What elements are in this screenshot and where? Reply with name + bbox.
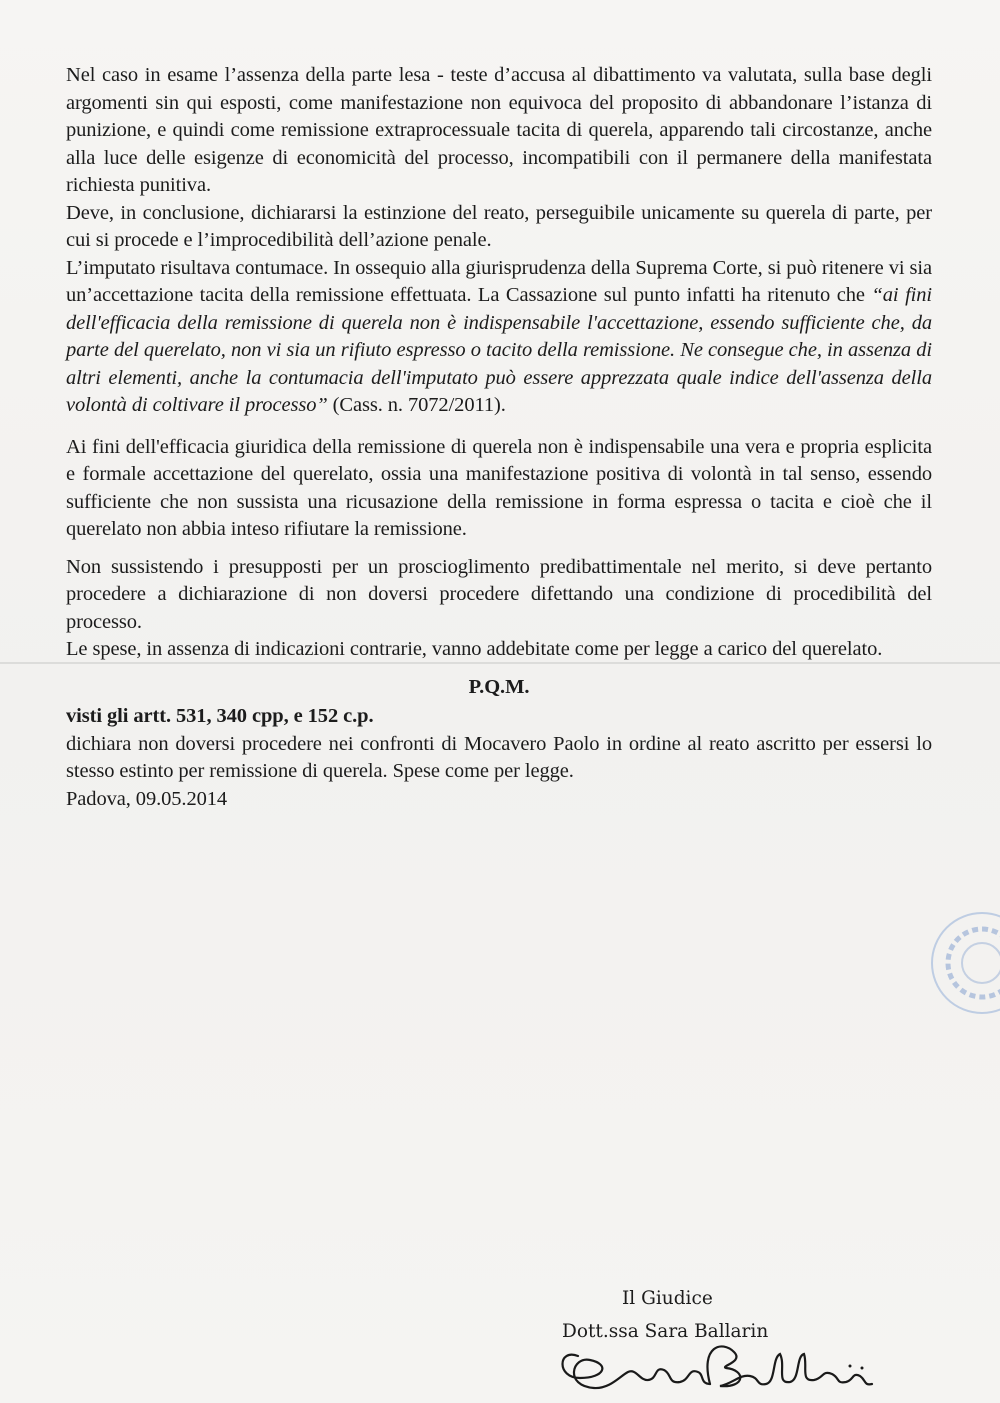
paragraph-proscioglimento: Non sussistendo i presupposti per un proscioglimento predibattimentale nel merito, si deve pertanto procedere a dichiarazione di non doversi procedere difettando una condizione di procedibilità del processo. (66, 555, 932, 633)
cassazione-citation: (Cass. n. 7072/2011). (327, 394, 506, 416)
dispositivo: dichiara non doversi procedere nei confronti di Mocavero Paolo in ordine al reato ascritto per essersi lo stesso estinto per remissione di querela. Spese come per legge. (66, 732, 932, 782)
cassazione-quote: “ai fini dell'efficacia della remissione di querela non è indispensabile l'accettazione, essendo sufficiente che, da parte del querelato, non vi sia un rifiuto espresso o tacito della remissione. Ne consegue che, in assenza di altri elementi, anche la contumacia dell'imputato può essere apprezzata quale indice dell'assenza della volontà di coltivare il processo” (66, 284, 933, 416)
paragraph-efficacia-giuridica: Ai fini dell'efficacia giuridica della remissione di querela non è indispensabile una vera e propria esplicita e formale accettazione del querelato, ossia una manifestazione positiva di volontà in tal senso, essendo sufficiente che non sussista una ricusazione della remissione in forma espressa o tacita e cioè che il querelato non abbia inteso rifiutare la remissione. (66, 435, 932, 540)
paragraph-assenza-parte-lesa: Nel caso in esame l’assenza della parte lesa - teste d’accusa al dibattimento va valutata, sulla base degli argomenti sin qui esposti, come manifestazione non equivoca del proposito di abbandonare l’istanza di punizione, e quindi come remissione extraprocessuale tacita di querela, apparendo tali circostanze, anche alla luce delle esigenze di economicità del processo, incompatibili con il permanere della manifestata richiesta punitiva. (66, 64, 932, 196)
official-stamp (912, 908, 1000, 1018)
document-body (66, 62, 932, 813)
judge-name: Dott.ssa Sara Ballarin (562, 1321, 769, 1342)
paragraph-cassazione (66, 255, 932, 420)
place-date: Padova, 09.05.2014 (66, 787, 228, 810)
visti-articoli: visti gli artt. 531, 340 cpp, e 152 c.p. (66, 705, 374, 727)
handwritten-signature (550, 1326, 890, 1396)
pqm-heading: P.Q.M. (468, 675, 530, 698)
paragraph-estinzione-reato: Deve, in conclusione, dichiararsi la estinzione del reato, perseguibile unicamente su querela di parte, per cui si procede e l’improcedibilità dell’azione penale. (66, 201, 932, 251)
judge-title: Il Giudice (622, 1288, 713, 1309)
paragraph-spese: Le spese, in assenza di indicazioni contrarie, vanno addebitate come per legge a carico del querelato. (66, 638, 883, 660)
cassazione-intro: L’imputato risultava contumace. In ossequio alla giurisprudenza della Suprema Corte, si può ritenere vi sia un’accettazione tacita della remissione effettuata. La Cassazione sul punto infatti ha ritenuto che (66, 256, 932, 306)
